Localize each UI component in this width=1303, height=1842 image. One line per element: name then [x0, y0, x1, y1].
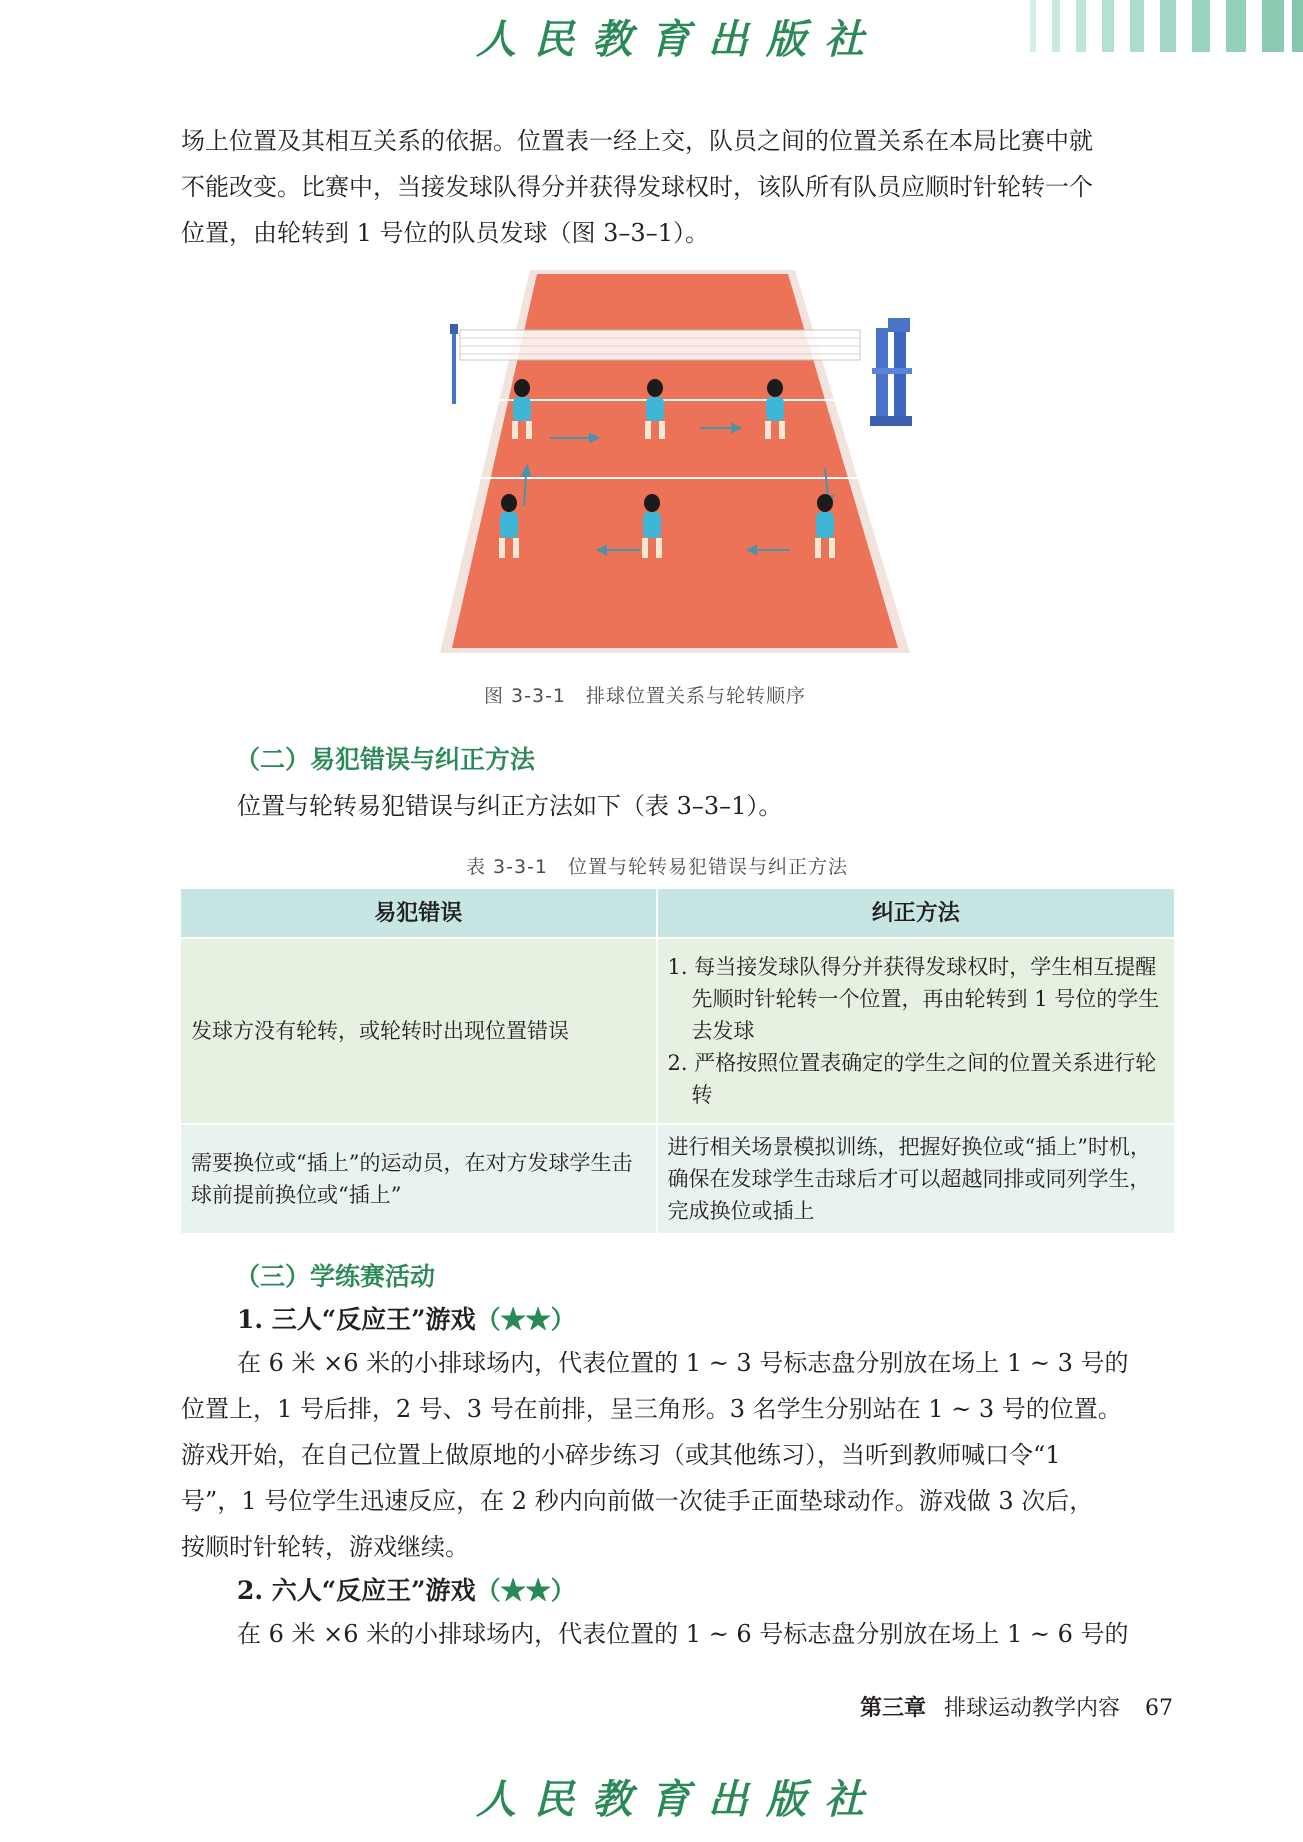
publisher-logo-footer: 人民教育出版社: [476, 1776, 882, 1823]
table-cell-error: 需要换位或“插上”的运动员，在对方发球学生击球前提前换位或“插上”: [181, 1124, 657, 1233]
table-cell-error: 发球方没有轮转，或轮转时出现位置错误: [181, 938, 657, 1124]
figure-caption: 图 3-3-1 排球位置关系与轮转顺序: [484, 685, 807, 707]
table-header-error: 易犯错误: [181, 889, 657, 938]
section-heading-errors: （二）易犯错误与纠正方法: [235, 745, 536, 774]
publisher-logo-header: 人民教育出版社: [476, 16, 882, 63]
table-row: [181, 938, 1175, 1124]
table-header-fix: 纠正方法: [657, 889, 1175, 938]
table-cell-fix: [657, 1124, 1175, 1233]
intro-paragraph: [181, 118, 1176, 256]
footer-chapter-number: 第三章: [860, 1695, 927, 1721]
section2-intro-text: 位置与轮转易犯错误与纠正方法如下（表 3–3–1）。: [237, 792, 783, 820]
game1-line: 游戏开始，在自己位置上做原地的小碎步练习（或其他练习），当听到教师喊口令“1: [181, 1441, 1061, 1469]
intro-line: 位置，由轮转到 1 号位的队员发球（图 3–3–1）。: [181, 219, 709, 247]
fix-item: 2. 严格按照位置表确定的学生之间的位置关系进行轮转: [667, 1051, 1157, 1107]
volleyball-court-figure: [440, 268, 920, 658]
referee-stand: [870, 318, 912, 426]
game1-description: [181, 1340, 1176, 1570]
errors-table: [181, 889, 1176, 1233]
table-caption: 表 3-3-1 位置与轮转易犯错误与纠正方法: [466, 856, 849, 878]
game2-title-text: 2. 六人“反应王”游戏: [237, 1576, 476, 1605]
game1-line: 号”，1 号位学生迅速反应，在 2 秒内向前做一次徒手正面垫球动作。游戏做 3 次后，: [181, 1487, 1094, 1515]
fix-item: 1. 每当接发球队得分并获得发球权时，学生相互提醒先顺时针轮转一个位置，再由轮转到 1 号位的学生去发球: [667, 955, 1160, 1043]
net-post-left: [452, 324, 456, 404]
game2-line: 在 6 米 ×6 米的小排球场内，代表位置的 1 ~ 6 号标志盘分别放在场上 1 ~ 6 号的: [237, 1620, 1129, 1648]
difficulty-stars: （★★）: [475, 1576, 576, 1605]
game1-line: 按顺时针轮转，游戏继续。: [181, 1533, 469, 1561]
table-cell-fix: [657, 938, 1175, 1124]
intro-line: 场上位置及其相互关系的依据。位置表一经上交，队员之间的位置关系在本局比赛中就: [181, 127, 1093, 155]
game1-title-text: 1. 三人“反应王”游戏: [237, 1305, 476, 1334]
page-number: 67: [1145, 1696, 1174, 1721]
header-stripes-decoration: [1030, 0, 1303, 52]
game1-title: [237, 1300, 576, 1336]
table-header-row: [181, 889, 1175, 938]
footer-chapter-title: 排球运动教学内容: [944, 1696, 1121, 1721]
game1-line: 在 6 米 ×6 米的小排球场内，代表位置的 1 ~ 3 号标志盘分别放在场上 1 ~ 3 号的: [237, 1349, 1129, 1377]
difficulty-stars: （★★）: [475, 1305, 576, 1334]
table-row: [181, 1124, 1175, 1233]
section2-intro: [237, 783, 1137, 829]
fix-item: 进行相关场景模拟训练，把握好换位或“插上”时机，确保在发球学生击球后才可以超越同排或同列学生，完成换位或插上: [667, 1135, 1151, 1223]
intro-line: 不能改变。比赛中，当接发球队得分并获得发球权时，该队所有队员应顺时针轮转一个: [181, 173, 1093, 201]
game2-title: [237, 1571, 576, 1607]
game2-description: [181, 1611, 1176, 1657]
game1-line: 位置上，1 号后排，2 号、3 号在前排，呈三角形。3 名学生分别站在 1 ~ 3 号的位置。: [181, 1395, 1122, 1423]
footer-chapter-info: [860, 1691, 1173, 1722]
section-heading-activities: （三）学练赛活动: [235, 1262, 436, 1291]
